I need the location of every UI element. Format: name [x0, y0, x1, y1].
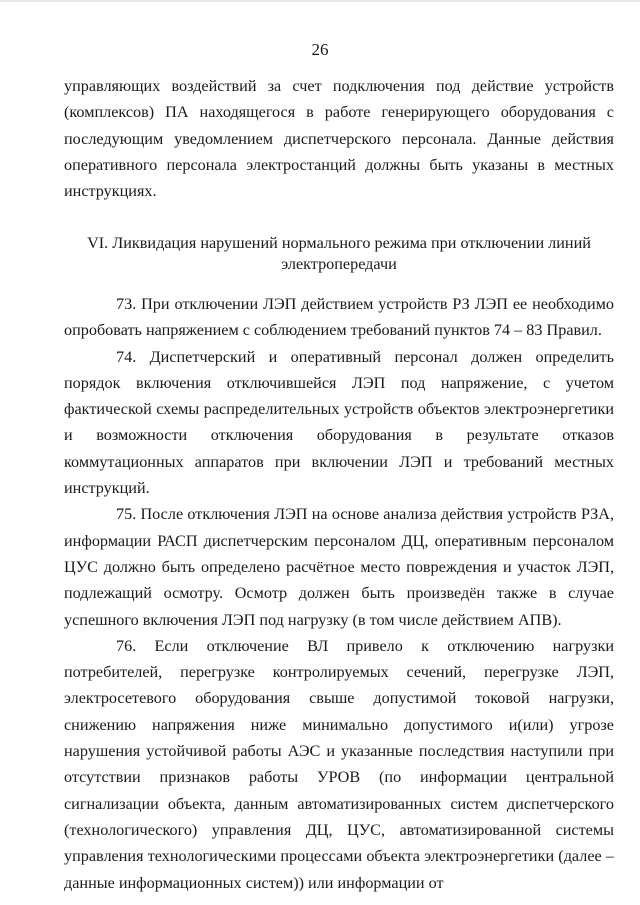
paragraph-73: 73. При отключении ЛЭП действием устройств РЗ ЛЭП ее необходимо опробовать напряжением с соблюдением требований пунктов 74 – 83 Правил. — [64, 295, 614, 340]
paragraph-74: 74. Диспетчерский и оперативный персонал должен определить порядок включения отключившейся ЛЭП под напряжение, с учетом фактической схемы распределительных устройств объектов электроэнергетики и возможности отключения оборудования в результате отказов коммутационных аппаратов при включении ЛЭП и требований местных инструкций. — [64, 347, 614, 498]
page-number: 26 — [311, 40, 329, 59]
paragraph-76: 76. Если отключение ВЛ привело к отключению нагрузки потребителей, перегрузке контролируемых сечений, перегрузке ЛЭП, электросетевого оборудования свыше допустимой токовой нагрузки, снижению напряжения ниже минимально допустимого и(или) угрозе нарушения устойчивой работы АЭС и указанные последствия наступили при отсутствии признаков работы УРОВ (по информации центральной сигнализации объекта, данным автоматизированных систем диспетчерского (технологического) управления ДЦ, ЦУС, автоматизированной системы управления технологическими процессами объекта электроэнергетики (далее – данные информационных систем)) или информации от — [64, 636, 614, 892]
numbered-paragraphs — [64, 291, 614, 896]
paragraph-75: 75. После отключения ЛЭП на основе анализа действия устройств РЗА, информации РАСП диспетчерским персоналом ДЦ, оперативным персоналом ЦУС должно быть определено расчётное место повреждения и участок ЛЭП, подлежащий осмотру. Осмотр должен быть произведён также в случае успешного включения ЛЭП под нагрузку (в том числе действием АПВ). — [64, 505, 614, 629]
continuation-block — [64, 73, 614, 204]
section-heading — [64, 233, 614, 275]
section-heading-line-2: электропередачи — [281, 255, 397, 273]
scan-edge — [0, 0, 640, 2]
continuation-paragraph: управляющих воздействий за счет подключения под действие устройств (комплексов) ПА находящегося в работе генерирующего оборудования с последующим уведомлением диспетчерского персонала. Данные действия оперативного персонала электростанций должны быть указаны в местных инструкциях. — [64, 77, 614, 201]
section-heading-line-1: VI. Ликвидация нарушений нормального режима при отключении линий — [87, 234, 591, 252]
